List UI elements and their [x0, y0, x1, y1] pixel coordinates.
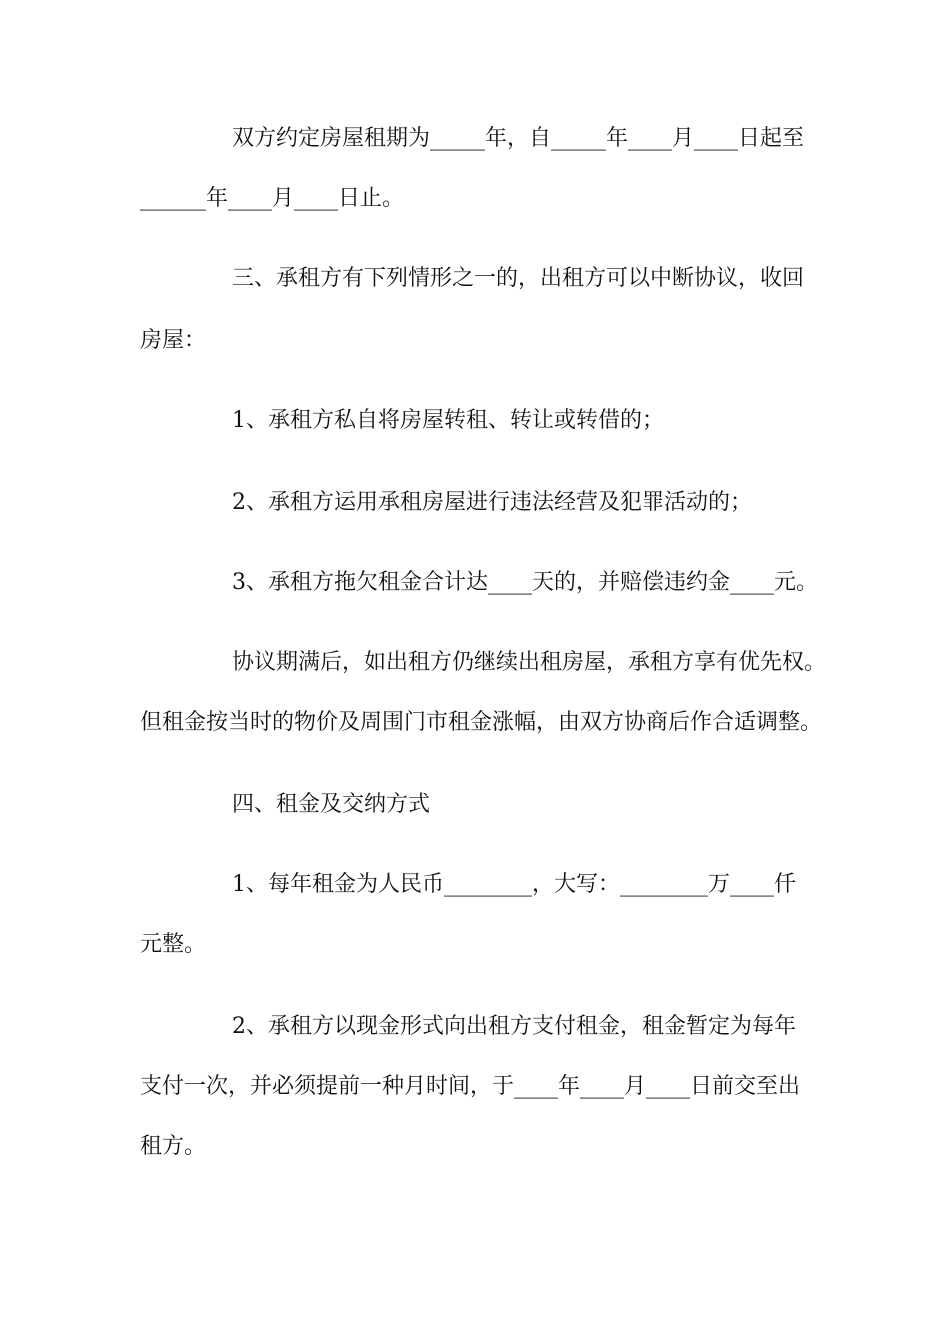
section-three-heading-line-2: 房屋：	[140, 328, 207, 353]
payment-method-line-2: 支付一次，并必须提前一种月时间，于____年____月____日前交至出	[140, 1074, 801, 1099]
payment-method-line-3: 租方。	[140, 1134, 207, 1159]
renewal-clause-line-1: 协议期满后，如出租方仍继续出租房屋，承租方享有优先权。	[232, 650, 827, 675]
section-three-heading-line-1: 三、承租方有下列情形之一的，出租方可以中断协议，收回	[232, 266, 805, 291]
payment-method-line-1: 2、承租方以现金形式向出租方支付租金，租金暂定为每年	[232, 1014, 796, 1039]
lease-term-line-2: ______年____月____日止。	[140, 186, 405, 211]
section-four-heading: 四、租金及交纳方式	[232, 792, 431, 817]
renewal-clause-line-2: 但租金按当时的物价及周围门市租金涨幅，由双方协商后作合适调整。	[140, 710, 823, 735]
rent-amount-line-1: 1、每年租金为人民币________，大写：________万____仟	[232, 872, 796, 897]
termination-item-2: 2、承租方运用承租房屋进行违法经营及犯罪活动的；	[232, 490, 752, 515]
lease-term-line-1: 双方约定房屋租期为_____年，自_____年____月____日起至	[232, 126, 805, 151]
termination-item-3: 3、承租方拖欠租金合计达____天的，并赔偿违约金____元。	[232, 570, 818, 595]
rent-amount-line-2: 元整。	[140, 932, 207, 957]
termination-item-1: 1、承租方私自将房屋转租、转让或转借的；	[232, 408, 664, 433]
